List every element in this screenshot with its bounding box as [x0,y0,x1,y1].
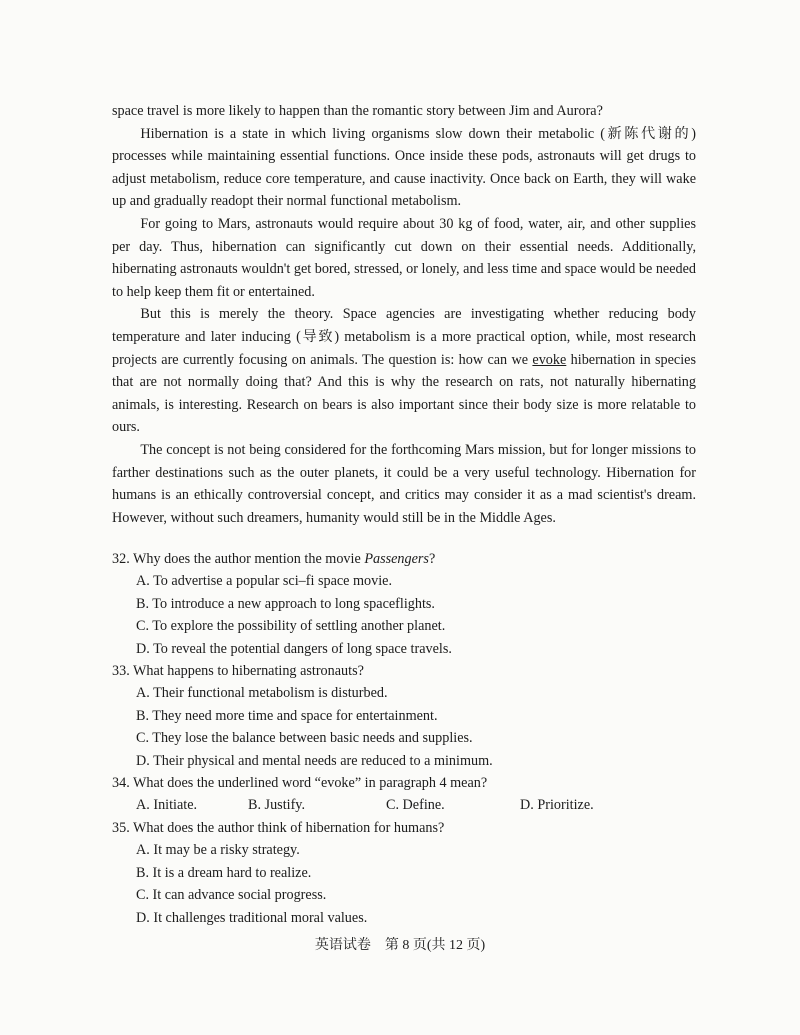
option-c: C. It can advance social progress. [136,887,327,904]
question-mark: ? [428,551,436,567]
question-list [112,548,702,929]
question-stem: 34. What does the underlined word “evoke” in paragraph 4 mean? [112,775,488,792]
underlined-word-evoke: evoke [532,351,567,368]
option-a: A. It may be a risky strategy. [136,842,300,859]
option-b: B. They need more time and space for entertainment. [136,707,438,724]
option-b: B. To introduce a new approach to long spaceflights. [136,595,435,612]
option-c: C. They lose the balance between basic needs and supplies. [136,730,473,747]
page-footer: 英语试卷 第 8 页(共 12 页) [314,938,486,953]
passage-paragraph-1: space travel is more likely to happen than the romantic story between Jim and Aurora? [112,103,603,119]
question-stem: 33. What happens to hibernating astronauts? [112,663,364,680]
question-stem: 35. What does the author think of hibernation for humans? [112,819,445,836]
option-a: A. Initiate. [136,797,198,814]
passage-paragraph-2: Hibernation is a state in which living organisms slow down their metabolic (新陈代谢的) processes while maintaining essential functions. Once inside these pods, astronauts will get drugs to adjust metabolism, reduce core temperature, and cause inactivity. Once back on Earth, they will wake up and gradually readopt their normal functional metabolism. [112,125,696,210]
option-a: A. To advertise a popular sci–fi space movie. [136,573,393,590]
question-33 [112,660,702,772]
option-b: B. Justify. [248,797,306,814]
question-34 [112,772,702,817]
question-stem [112,548,702,570]
reading-passage [112,100,696,529]
option-b: B. It is a dream hard to realize. [136,864,312,881]
option-d: D. It challenges traditional moral values. [136,909,368,926]
paragraph-4-text-before: But this is merely the theory. Space agencies are investigating whether reducing body temperature and later inducing (导致) metabolism is a more practical option, while, most research projects are currently focusing on animals. The question is: how can we [112,306,696,368]
passage-paragraph-3: For going to Mars, astronauts would require about 30 kg of food, water, air, and other supplies per day. Thus, hibernation can significantly cut down on their essential needs. Additionally, hibernating astronauts wouldn't get bored, stressed, or lonely, and less time and space would be needed to help keep them fit or entertained. [112,215,696,300]
option-c: C. Define. [386,797,445,814]
passage-paragraph-5: The concept is not being considered for the forthcoming Mars mission, but for longer missions to farther destinations such as the outer planets, it could be a very useful technology. Hibernation for humans is an ethically controversial concept, and critics may consider it as a mad scientist's dream. However, without such dreamers, humanity would still be in the Middle Ages. [112,441,696,526]
passage-paragraph-4 [112,303,696,439]
option-d: D. Their physical and mental needs are reduced to a minimum. [136,752,493,769]
question-32 [112,548,702,660]
options-row [136,794,702,816]
option-d: D. Prioritize. [520,797,594,814]
question-35 [112,817,702,929]
option-c: C. To explore the possibility of settling another planet. [136,618,446,635]
movie-title: Passengers [364,551,429,567]
paragraph-4-text-after: hibernation in species that are not normally doing that? And this is why the research on rats, not naturally hibernating animals, is interesting. Research on bears is also important since their body size is more relatable to ours. [112,351,696,436]
option-d: D. To reveal the potential dangers of long space travels. [136,640,452,657]
question-stem-text: 32. Why does the author mention the movie [112,551,365,567]
option-a: A. Their functional metabolism is disturbed. [136,685,388,702]
